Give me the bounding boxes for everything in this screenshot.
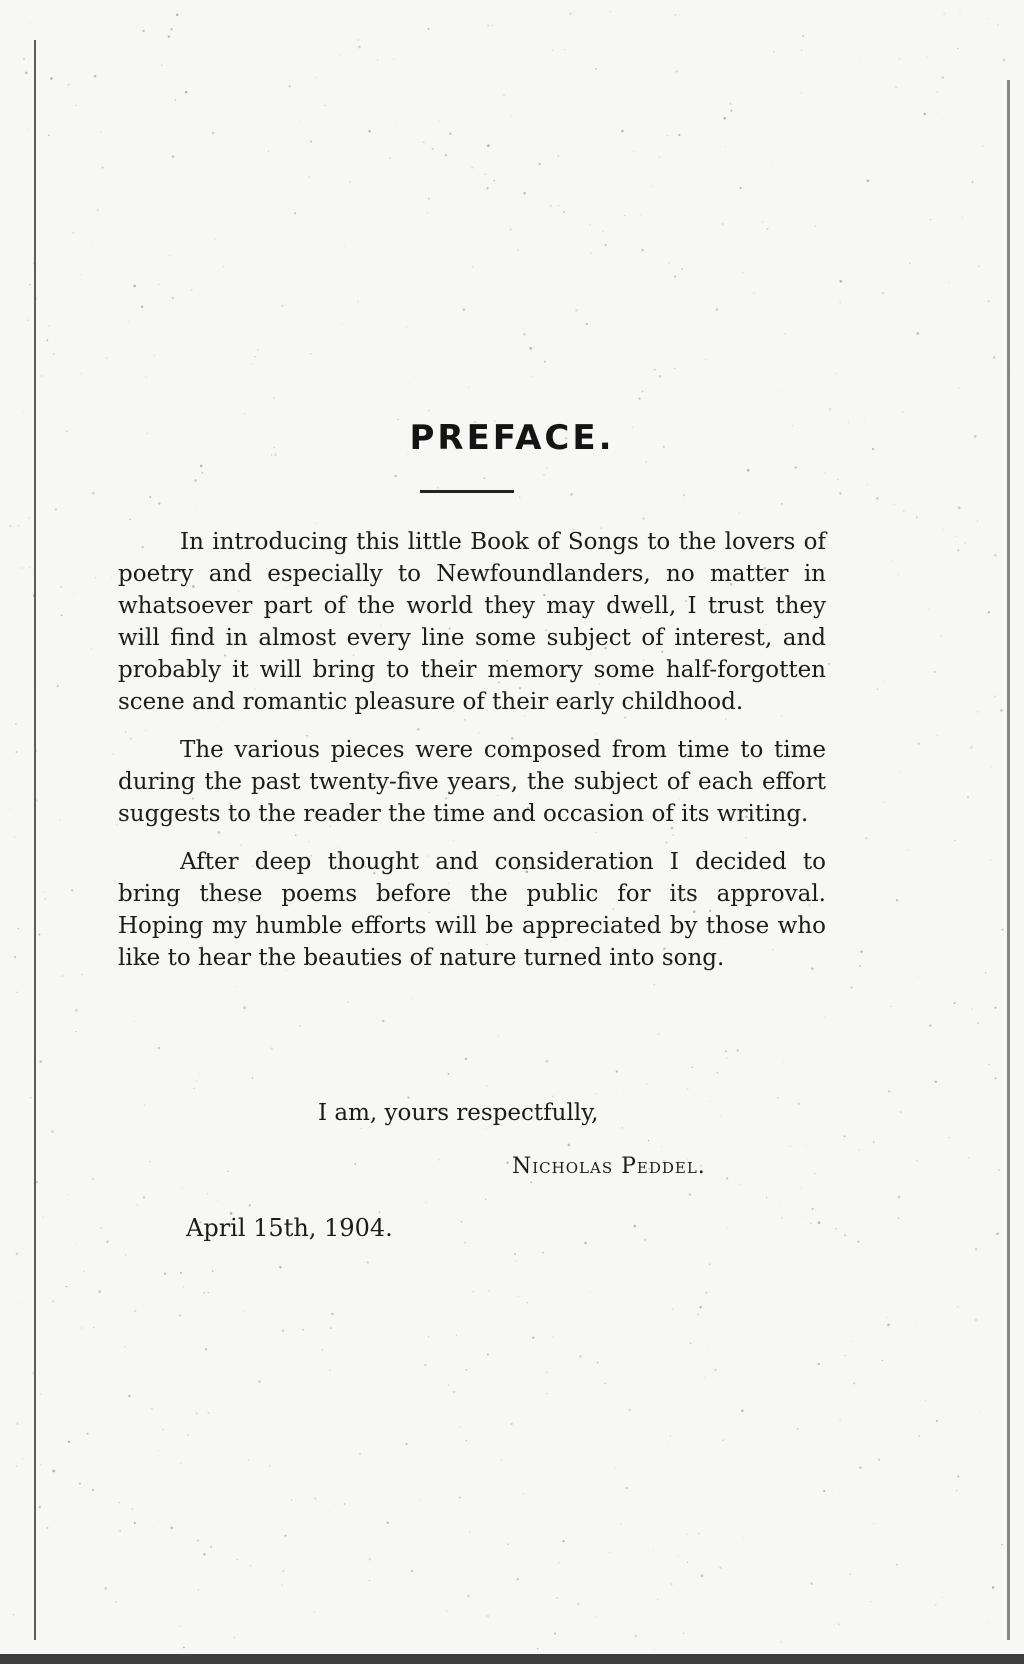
preface-date: April 15th, 1904.	[186, 1214, 393, 1242]
title-divider	[420, 490, 514, 493]
page-bottom-edge	[0, 1654, 1024, 1664]
closing-line: I am, yours respectfully,	[318, 1100, 599, 1126]
preface-paragraph-3: After deep thought and consideration I decided to bring these poems before the public for its approval. Hoping my humble efforts will be appreciated by those who like to hear the beauties of nature turned into song.	[118, 849, 826, 971]
preface-paragraph-2: The various pieces were composed from time to time during the past twenty-five years, the subject of each effort suggests to the reader the time and occasion of its writing.	[118, 737, 826, 827]
author-signature: Nicholas Peddel.	[512, 1154, 706, 1179]
page-left-rule	[34, 40, 36, 1640]
page-right-edge	[1007, 80, 1010, 1640]
preface-paragraph-1: In introducing this little Book of Songs to the lovers of poetry and especially to Newfoundlanders, no matter in whatsoever part of the world they may dwell, I trust they will find in almost every line some subject of interest, and probably it will bring to their memory some half-forgotten scene and romantic pleasure of their early childhood.	[118, 529, 826, 715]
preface-body	[118, 526, 826, 990]
page-title: PREFACE.	[409, 418, 615, 458]
